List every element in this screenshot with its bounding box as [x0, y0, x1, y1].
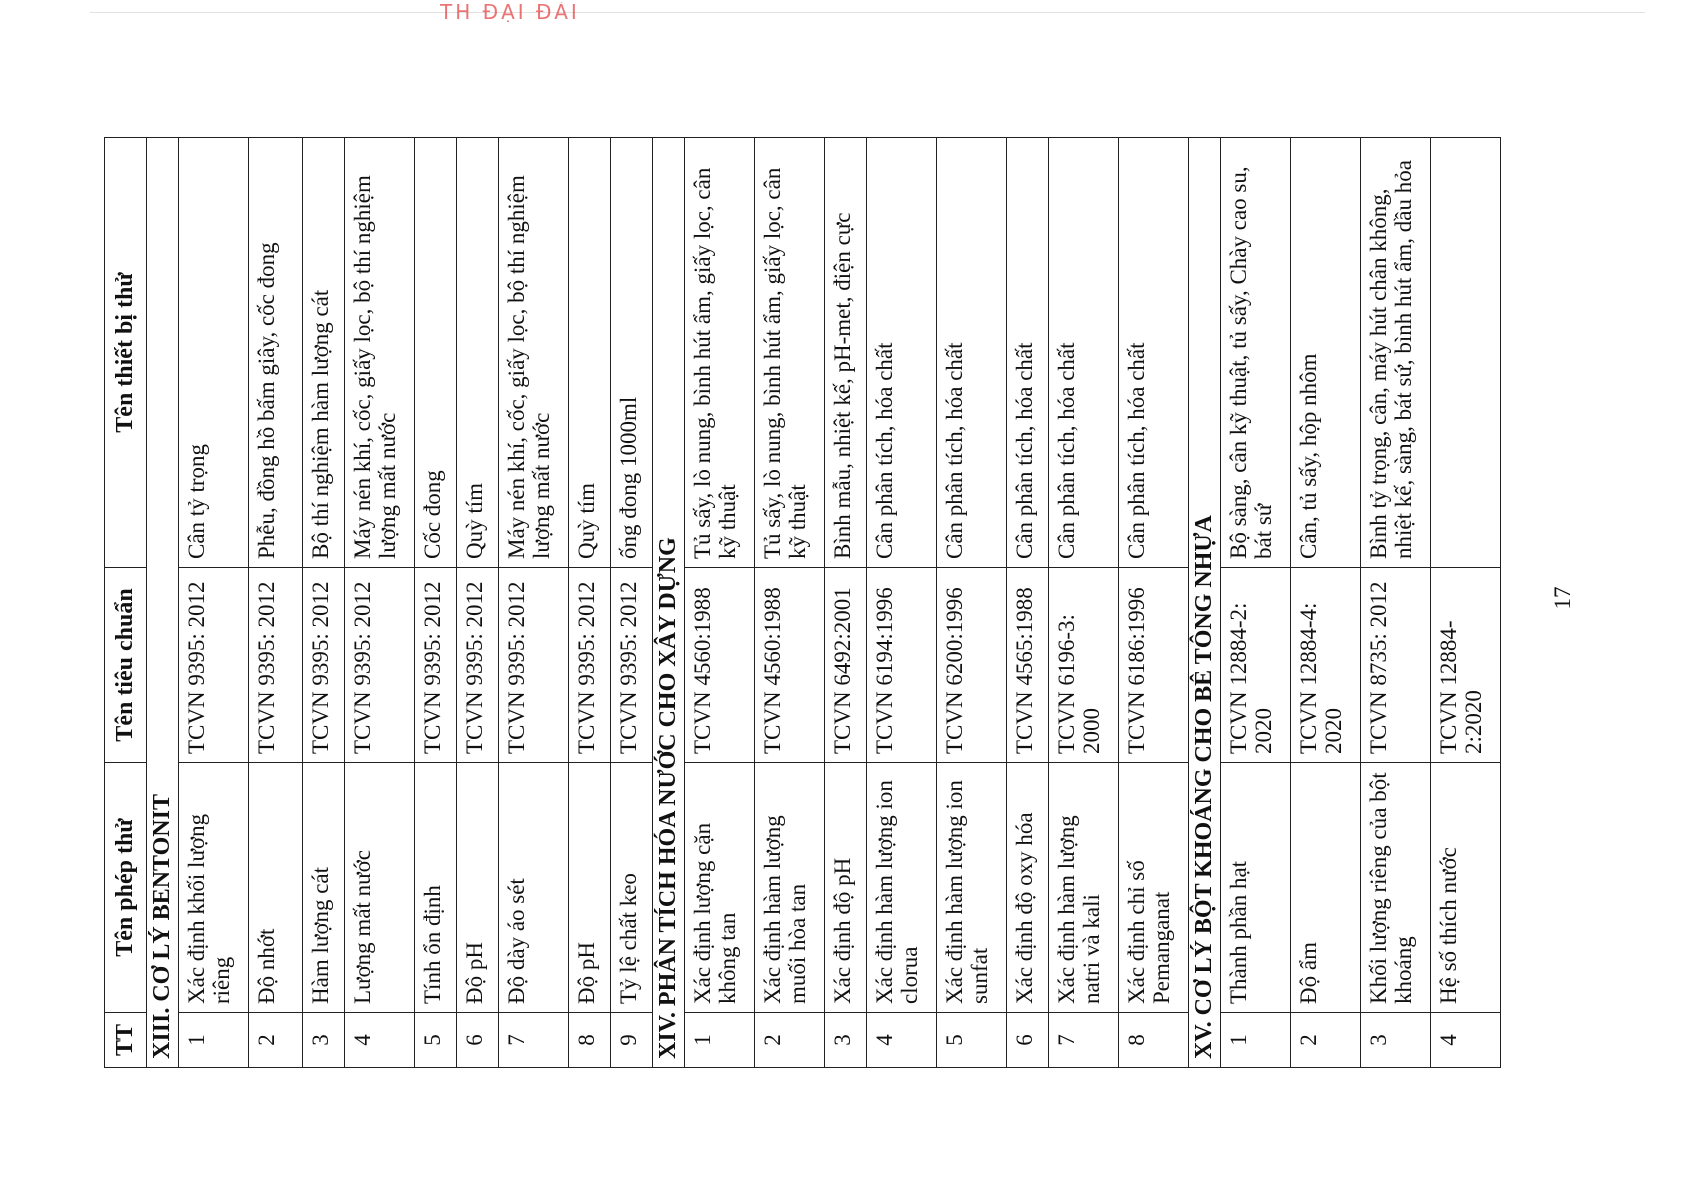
table-body: [147, 138, 1501, 1068]
top-edge-line: [90, 12, 1645, 13]
section-title: XIV. PHÂN TÍCH HÓA NƯỚC CHO XÂY DỰNG: [653, 138, 685, 1068]
cell-standard: TCVN 12884-2: 2020: [1221, 568, 1291, 763]
cell-equipment: Cân phân tích, hóa chất: [1007, 138, 1049, 568]
cell-tt: 6: [457, 1013, 499, 1068]
cell-test-name: Khối lượng riêng của bột khoáng: [1361, 763, 1431, 1013]
cell-standard: TCVN 4560:1988: [685, 568, 755, 763]
table-row: [1221, 138, 1291, 1068]
cell-standard: TCVN 9395: 2012: [179, 568, 249, 763]
cell-equipment: Cốc đong: [415, 138, 457, 568]
table-header-row: [105, 138, 147, 1068]
cell-standard: TCVN 9395: 2012: [415, 568, 457, 763]
cell-test-name: Xác định hàm lượng ion sunfat: [937, 763, 1007, 1013]
cell-equipment: Cân phân tích, hóa chất: [1049, 138, 1119, 568]
table-row: [415, 138, 457, 1068]
cell-equipment: Quỳ tím: [569, 138, 611, 568]
table-row: [457, 138, 499, 1068]
cell-standard: TCVN 9395: 2012: [569, 568, 611, 763]
test-equipment-table: [104, 137, 1501, 1068]
cell-tt: 5: [937, 1013, 1007, 1068]
cell-standard: TCVN 6186:1996: [1119, 568, 1189, 763]
cell-standard: TCVN 4565:1988: [1007, 568, 1049, 763]
cell-tt: 2: [1291, 1013, 1361, 1068]
cell-standard: TCVN 6194:1996: [867, 568, 937, 763]
cell-equipment: Bình mẫu, nhiệt kế, pH-met, điện cực: [825, 138, 867, 568]
cell-equipment: Cân phân tích, hóa chất: [937, 138, 1007, 568]
cell-test-name: Độ ẩm: [1291, 763, 1361, 1013]
cell-test-name: Xác định lượng cặn không tan: [685, 763, 755, 1013]
table-row: [1361, 138, 1431, 1068]
cell-test-name: Thành phần hạt: [1221, 763, 1291, 1013]
section-heading-row: [1189, 138, 1221, 1068]
table-row: [1049, 138, 1119, 1068]
col-header-tt: TT: [105, 1013, 147, 1068]
cell-tt: 1: [1221, 1013, 1291, 1068]
cell-test-name: Xác định độ pH: [825, 763, 867, 1013]
cell-standard: TCVN 4560:1988: [755, 568, 825, 763]
cell-equipment: Quỳ tím: [457, 138, 499, 568]
cell-tt: 7: [499, 1013, 569, 1068]
table-row: [1007, 138, 1049, 1068]
col-header-equipment: Tên thiết bị thử: [105, 138, 147, 568]
col-header-test-name: Tên phép thử: [105, 763, 147, 1013]
table-row: [937, 138, 1007, 1068]
cell-equipment: ống đong 1000ml: [611, 138, 653, 568]
table-row: [755, 138, 825, 1068]
col-header-standard: Tên tiêu chuẩn: [105, 568, 147, 763]
cell-test-name: Xác định hàm lượng ion clorua: [867, 763, 937, 1013]
table-row: [249, 138, 303, 1068]
table-row: [867, 138, 937, 1068]
cell-tt: 1: [179, 1013, 249, 1068]
cell-equipment: Bình tỷ trọng, cân, máy hút chân không, nhiệt kế, sàng, bát sứ, bình hút ẩm, dầu hỏa: [1361, 138, 1431, 568]
cell-standard: TCVN 9395: 2012: [303, 568, 345, 763]
cell-standard: TCVN 9395: 2012: [345, 568, 415, 763]
cell-standard: TCVN 12884-4: 2020: [1291, 568, 1361, 763]
cell-equipment: Cân tỷ trọng: [179, 138, 249, 568]
cell-test-name: Tỷ lệ chất keo: [611, 763, 653, 1013]
cell-standard: TCVN 9395: 2012: [611, 568, 653, 763]
table-row: [569, 138, 611, 1068]
cell-test-name: Xác định khối lượng riêng: [179, 763, 249, 1013]
table-row: [1291, 138, 1361, 1068]
table-row: [345, 138, 415, 1068]
cell-standard: TCVN 12884-2:2020: [1431, 568, 1501, 763]
section-heading-row: [147, 138, 179, 1068]
section-title: XV. CƠ LÝ BỘT KHOÁNG CHO BÊ TÔNG NHỰA: [1189, 138, 1221, 1068]
table-row: [685, 138, 755, 1068]
cell-equipment: Phễu, đồng hồ bấm giây, cốc đong: [249, 138, 303, 568]
cell-tt: 9: [611, 1013, 653, 1068]
cell-equipment: Cân, tủ sấy, hộp nhôm: [1291, 138, 1361, 568]
table-row: [1431, 138, 1501, 1068]
cell-test-name: Độ dày áo sét: [499, 763, 569, 1013]
cell-test-name: Độ pH: [457, 763, 499, 1013]
cell-tt: 7: [1049, 1013, 1119, 1068]
cell-tt: 2: [755, 1013, 825, 1068]
cell-equipment: Máy nén khí, cốc, giấy lọc, bộ thí nghiệm lượng mất nước: [345, 138, 415, 568]
table-row: [611, 138, 653, 1068]
cell-test-name: Độ nhớt: [249, 763, 303, 1013]
cell-standard: TCVN 9395: 2012: [249, 568, 303, 763]
cell-equipment: Cân phân tích, hóa chất: [867, 138, 937, 568]
cell-equipment: Máy nén khí, cốc, giấy lọc, bộ thí nghiệm lượng mất nước: [499, 138, 569, 568]
cell-standard: TCVN 9395: 2012: [499, 568, 569, 763]
table-row: [499, 138, 569, 1068]
cell-standard: TCVN 6492:2001: [825, 568, 867, 763]
cell-tt: 3: [303, 1013, 345, 1068]
cell-equipment: [1431, 138, 1501, 568]
page-number: 17: [1550, 586, 1575, 610]
cell-tt: 1: [685, 1013, 755, 1068]
cell-test-name: Lượng mất nước: [345, 763, 415, 1013]
cell-tt: 4: [345, 1013, 415, 1068]
cell-tt: 8: [569, 1013, 611, 1068]
cell-test-name: Độ pH: [569, 763, 611, 1013]
rotated-page-content: [104, 138, 1524, 1068]
cell-test-name: Xác định độ oxy hóa: [1007, 763, 1049, 1013]
cell-test-name: Hàm lượng cát: [303, 763, 345, 1013]
cell-equipment: Cân phân tích, hóa chất: [1119, 138, 1189, 568]
table-row: [1119, 138, 1189, 1068]
section-title: XIII. CƠ LÝ BENTONIT: [147, 138, 179, 1068]
cell-tt: 4: [1431, 1013, 1501, 1068]
cell-tt: 6: [1007, 1013, 1049, 1068]
cell-test-name: Xác định hàm lượng natri và kali: [1049, 763, 1119, 1013]
cell-standard: TCVN 6200:1996: [937, 568, 1007, 763]
cell-equipment: Tủ sấy, lò nung, bình hút ẩm, giấy lọc, cân kỹ thuật: [685, 138, 755, 568]
cell-test-name: Hệ số thích nước: [1431, 763, 1501, 1013]
cell-tt: 8: [1119, 1013, 1189, 1068]
red-stamp-fragment: ТН ĐẠI ĐÀI: [440, 2, 580, 22]
cell-standard: TCVN 8735: 2012: [1361, 568, 1431, 763]
cell-equipment: Bộ thí nghiệm hàm lượng cát: [303, 138, 345, 568]
cell-tt: 5: [415, 1013, 457, 1068]
cell-equipment: Bộ sàng, cân kỹ thuật, tủ sấy, Chày cao su, bát sứ: [1221, 138, 1291, 568]
cell-test-name: Tính ổn định: [415, 763, 457, 1013]
table-row: [825, 138, 867, 1068]
cell-tt: 3: [1361, 1013, 1431, 1068]
cell-tt: 4: [867, 1013, 937, 1068]
table-row: [303, 138, 345, 1068]
cell-test-name: Xác định chỉ số Pemanganat: [1119, 763, 1189, 1013]
cell-equipment: Tủ sấy, lò nung, bình hút ẩm, giấy lọc, cân kỹ thuật: [755, 138, 825, 568]
cell-tt: 2: [249, 1013, 303, 1068]
cell-test-name: Xác định hàm lượng muối hòa tan: [755, 763, 825, 1013]
section-heading-row: [653, 138, 685, 1068]
cell-standard: TCVN 9395: 2012: [457, 568, 499, 763]
cell-standard: TCVN 6196-3: 2000: [1049, 568, 1119, 763]
cell-tt: 3: [825, 1013, 867, 1068]
table-row: [179, 138, 249, 1068]
